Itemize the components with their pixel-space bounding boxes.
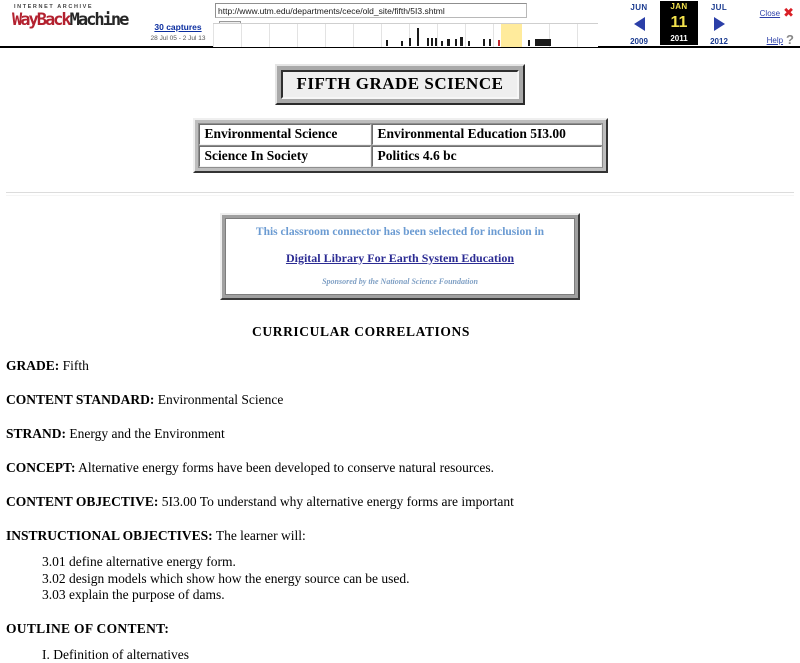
table-cell: Environmental Science <box>199 124 371 145</box>
timeline-capture-bar <box>427 38 429 46</box>
field-grade <box>6 358 794 374</box>
field-label: CONTENT OBJECTIVE: <box>6 494 158 509</box>
wordmark-machine: Machine <box>70 10 128 30</box>
timeline-capture-bar <box>483 39 485 46</box>
list-item: 3.02 design models which show how the energy source can be used. <box>42 571 794 588</box>
field-value: Energy and the Environment <box>66 426 225 441</box>
timeline-capture-bar <box>386 40 388 46</box>
url-input[interactable] <box>215 3 527 18</box>
archived-page-content <box>0 48 800 600</box>
timeline-capture-bar <box>431 38 433 46</box>
timeline-capture-bar <box>441 41 443 46</box>
page-title-banner-wrap <box>0 48 800 105</box>
prev-arrow-icon[interactable] <box>620 14 658 36</box>
field-value: Environmental Science <box>154 392 283 407</box>
prev-month-label: JUN <box>620 2 658 14</box>
table-row <box>199 124 602 145</box>
current-month-label: JAN <box>660 1 698 13</box>
dlese-link[interactable]: Digital Library For Earth System Education <box>230 251 570 266</box>
field-value: The learner will: <box>213 528 306 543</box>
next-arrow-icon[interactable] <box>700 14 738 36</box>
timeline-capture-bar-current <box>498 40 500 46</box>
page-title: FIFTH GRADE SCIENCE <box>297 74 504 93</box>
field-content-objective <box>6 494 794 510</box>
timeline-capture-bar <box>455 39 457 46</box>
date-navigation <box>620 0 740 46</box>
field-label: INSTRUCTIONAL OBJECTIVES: <box>6 528 213 543</box>
next-month-label: JUL <box>700 2 738 14</box>
timeline-capture-bar <box>528 40 530 46</box>
wordmark-wayback: WayBack <box>12 10 70 30</box>
wayback-machine-wordmark <box>12 11 124 29</box>
timeline-capture-bar <box>489 39 491 46</box>
list-item: 3.01 define alternative energy form. <box>42 554 794 571</box>
dlese-banner-inner <box>225 218 575 295</box>
timeline-capture-bar <box>409 38 411 46</box>
captures-info <box>132 22 224 43</box>
next-year-label: 2012 <box>700 36 738 47</box>
field-label: CONTENT STANDARD: <box>6 392 154 407</box>
outline-of-content-heading: OUTLINE OF CONTENT: <box>6 621 794 637</box>
field-strand <box>6 426 794 442</box>
current-year-label: 2011 <box>660 33 698 44</box>
correlations-info-table <box>198 123 603 168</box>
prev-year-label: 2009 <box>620 36 658 47</box>
close-icon[interactable]: ✖ <box>783 5 794 20</box>
url-bar <box>215 3 555 19</box>
field-label: CONCEPT: <box>6 460 76 475</box>
field-value: 5I3.00 To understand why alternative energy forms are important <box>158 494 513 509</box>
table-cell: Environmental Education 5I3.00 <box>372 124 602 145</box>
next-capture-button[interactable] <box>700 2 738 47</box>
field-instructional-objectives <box>6 528 794 544</box>
close-link[interactable]: Close <box>760 9 780 18</box>
captures-count-link[interactable]: 30 captures <box>132 22 224 33</box>
timeline-capture-bar <box>468 41 470 46</box>
page-title-banner <box>275 64 526 105</box>
field-content-standard <box>6 392 794 408</box>
internet-archive-label: INTERNET ARCHIVE <box>12 4 124 10</box>
dlese-intro-text: This classroom connector has been selected for inclusion in <box>230 225 570 240</box>
timeline-capture-bar <box>460 37 463 46</box>
table-row <box>199 146 602 167</box>
outline-of-content-list <box>6 647 794 663</box>
section-divider <box>6 192 794 196</box>
list-item: I. Definition of alternatives <box>42 647 794 663</box>
curricular-correlations-heading: CURRICULAR CORRELATIONS <box>6 324 794 340</box>
field-label: GRADE: <box>6 358 59 373</box>
list-item: 3.03 explain the purpose of dams. <box>42 587 794 604</box>
timeline-selected-range <box>501 24 522 47</box>
help-link[interactable]: Help <box>767 36 783 45</box>
timeline-capture-bar <box>447 39 450 46</box>
prev-capture-button[interactable] <box>620 2 658 47</box>
field-concept <box>6 460 794 476</box>
field-value: Fifth <box>59 358 89 373</box>
info-table-wrap <box>0 118 800 178</box>
dlese-sponsor-text: Sponsored by the National Science Foundation <box>230 276 570 287</box>
field-label: STRAND: <box>6 426 66 441</box>
close-toolbar-control[interactable] <box>738 3 794 21</box>
dlese-banner-wrap <box>0 213 800 300</box>
instructional-objectives-list <box>6 554 794 604</box>
capture-timeline[interactable] <box>213 23 598 47</box>
info-table-frame <box>193 118 608 173</box>
table-cell: Science In Society <box>199 146 371 167</box>
timeline-capture-bar <box>435 38 437 46</box>
page-title-banner-inner <box>281 70 520 99</box>
table-cell: Politics 4.6 bc <box>372 146 602 167</box>
timeline-capture-bar <box>417 28 419 46</box>
help-control[interactable] <box>738 30 794 48</box>
field-value: Alternative energy forms have been developed to conserve natural resources. <box>76 460 494 475</box>
timeline-capture-bar <box>401 41 403 46</box>
captures-date-range: 28 Jul 05 - 2 Jul 13 <box>132 34 224 43</box>
current-capture-date <box>660 1 698 45</box>
wayback-machine-logo[interactable] <box>12 4 124 40</box>
curricular-content <box>0 324 800 663</box>
dlese-banner <box>220 213 580 300</box>
current-day-label: 11 <box>660 13 698 33</box>
timeline-capture-bar <box>535 39 551 46</box>
wayback-machine-toolbar <box>0 0 800 48</box>
help-icon[interactable]: ? <box>786 32 794 47</box>
